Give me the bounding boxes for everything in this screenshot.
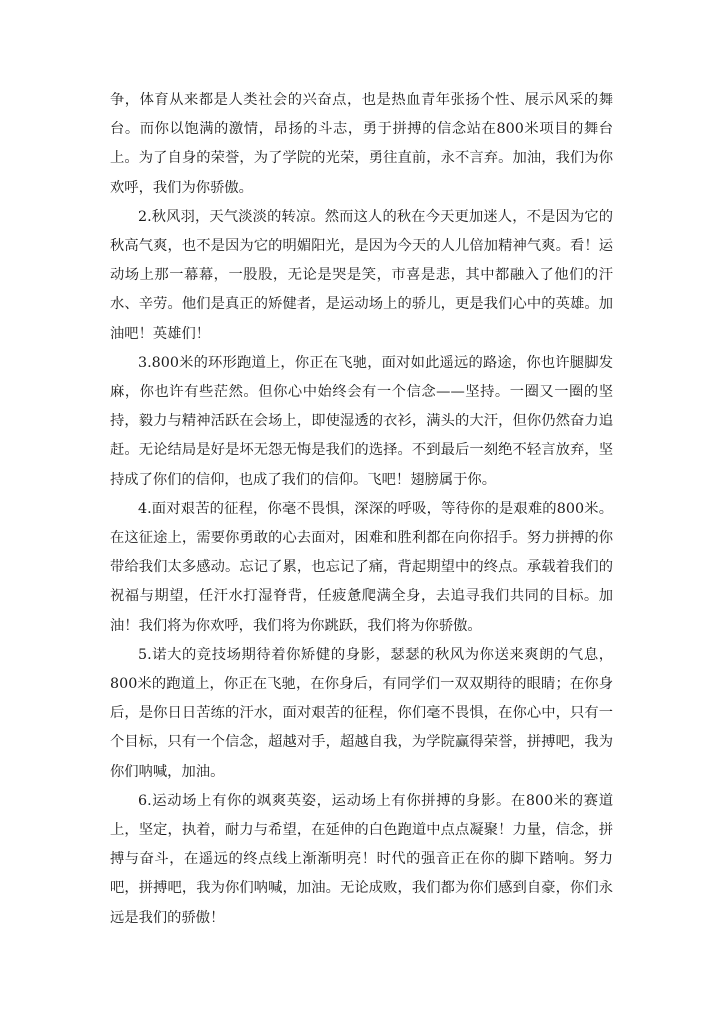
document-body (110, 86, 613, 933)
paragraph-5: 5.诺大的竞技场期待着你矫健的身影，瑟瑟的秋风为你送来爽朗的气息，800米的跑道上，你正在飞驰，在你身后，有同学们一双双期待的眼睛；在你身后，是你日日苦练的汗水，面对艰苦的征程，你们毫不畏惧，在你心中，只有一个目标，只有一个信念，超越对手，超越自我，为学院赢得荣誉，拼搏吧，我为你们呐喊，加油。 (110, 646, 613, 780)
paragraph-3: 3.800米的环形跑道上，你正在飞驰，面对如此遥远的路途，你也许腿脚发麻，你也许有些茫然。但你心中始终会有一个信念——坚持。一圈又一圈的坚持，毅力与精神活跃在会场上，即使湿透的衣衫，满头的大汗，但你仍然奋力追赶。无论结局是好是坏无怨无悔是我们的选择。不到最后一刻绝不轻言放弃，坚持成了你们的信仰，也成了我们的信仰。飞吧！翅膀属于你。 (110, 354, 613, 488)
paragraph-4: 4.面对艰苦的征程，你毫不畏惧，深深的呼吸，等待你的是艰难的800米。在这征途上，需要你勇敢的心去面对，困难和胜利都在向你招手。努力拼搏的你带给我们太多感动。忘记了累，也忘记了痛，背起期望中的终点。承载着我们的祝福与期望，任汗水打湿脊背，任疲惫爬满全身，去追寻我们共同的目标。加油！我们将为你欢呼，我们将为你跳跃，我们将为你骄傲。 (110, 500, 613, 634)
paragraph-6: 6.运动场上有你的飒爽英姿，运动场上有你拼搏的身影。在800米的赛道上，坚定，执着，耐力与希望，在延伸的白色跑道中点点凝聚！力量，信念，拼搏与奋斗，在遥远的终点线上渐渐明亮！时代的强音正在你的脚下踏响。努力吧，拼搏吧，我为你们呐喊，加油。无论成败，我们都为你们感到自豪，你们永远是我们的骄傲！ (110, 792, 613, 926)
paragraph-continued: 争，体育从来都是人类社会的兴奋点，也是热血青年张扬个性、展示风采的舞台。而你以饱满的激情，昂扬的斗志，勇于拼搏的信念站在800米项目的舞台上。为了自身的荣誉，为了学院的光荣，勇往直前，永不言弃。加油，我们为你欢呼，我们为你骄傲。 (110, 92, 613, 196)
paragraph-2: 2.秋风羽，天气淡淡的转凉。然而这人的秋在今天更加迷人，不是因为它的秋高气爽，也不是因为它的明媚阳光，是因为今天的人儿倍加精神气爽。看！运动场上那一幕幕，一股股，无论是哭是笑，市喜是悲，其中都融入了他们的汗水、辛劳。他们是真正的矫健者，是运动场上的骄儿，更是我们心中的英雄。加油吧！英雄们！ (110, 208, 613, 342)
